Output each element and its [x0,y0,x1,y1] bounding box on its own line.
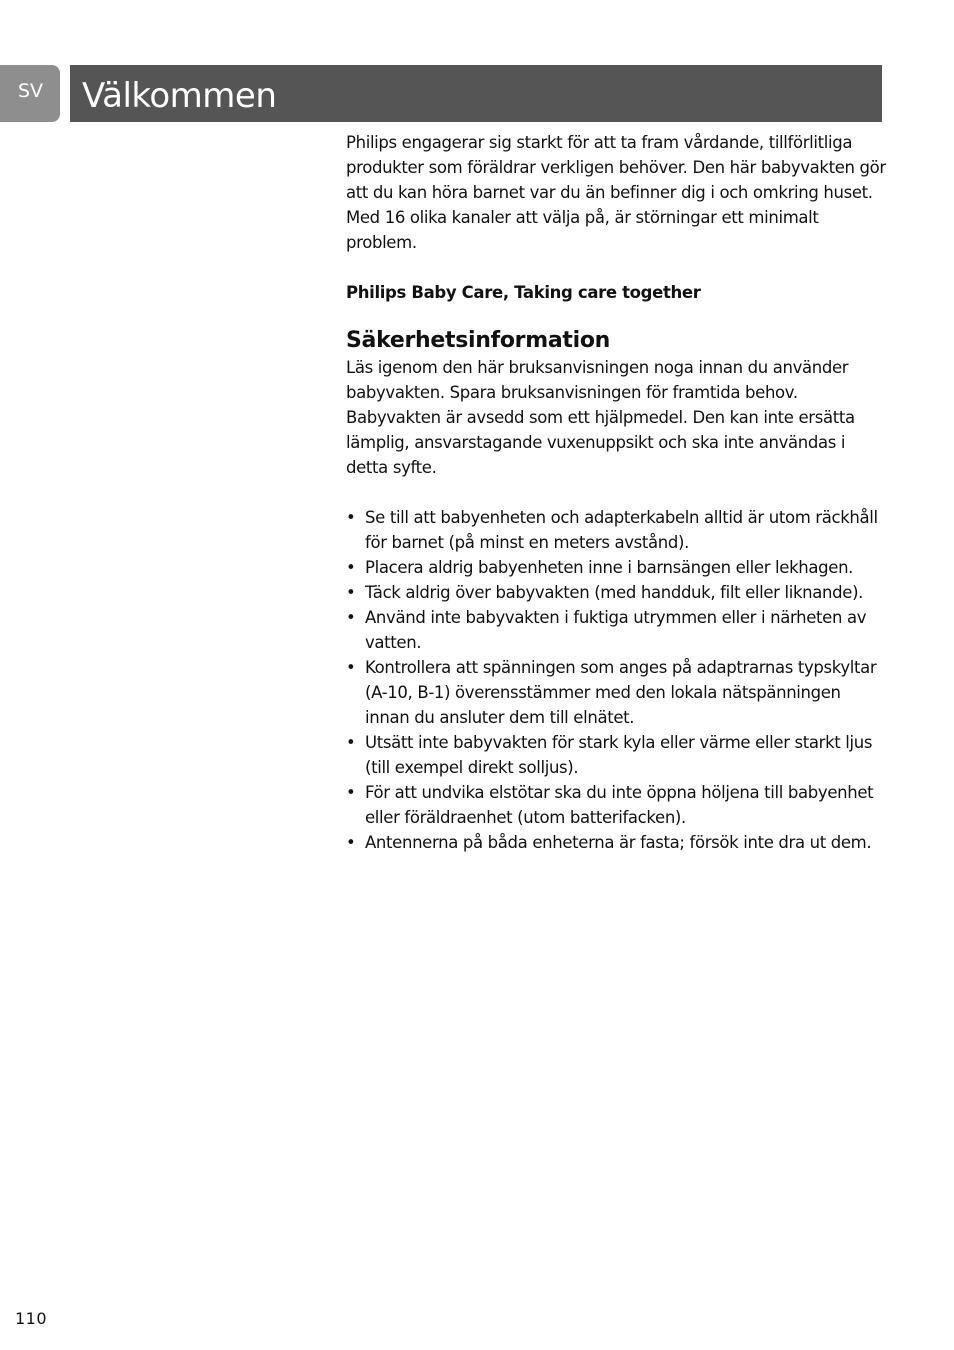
bullet-text: Använd inte babyvakten i fuktiga utrymmen eller i närheten av vatten. [365,608,867,652]
list-item [346,605,886,655]
bullet-icon: • [346,658,356,677]
list-item [346,730,886,780]
bullet-icon: • [346,833,356,852]
intro-paragraph: Philips engagerar sig starkt för att ta fram vårdande, tillförlitliga produkter som föräldrar verkligen behöver. Den här babyvakten gör att du kan höra barnet var du än befinner dig i och omkring huset. Med 16 olika kanaler att välja på, är störningar ett minimalt problem. [346,133,886,252]
safety-paragraph: Läs igenom den här bruksanvisningen noga innan du använder babyvakten. Spara bruksanvisningen för framtida behov. Babyvakten är avsedd som ett hjälpmedel. Den kan inte ersätta lämplig, ansvarstagande vuxenuppsikt och ska inte användas i detta syfte. [346,358,855,477]
bullet-text: Se till att babyenheten och adapterkabeln alltid är utom räckhåll för barnet (på minst en meters avstånd). [365,508,878,552]
page-number: 110 [15,1309,48,1328]
safety-heading: Säkerhetsinformation [346,328,611,353]
bullet-text: Täck aldrig över babyvakten (med handduk, filt eller liknande). [365,583,864,602]
list-item [346,505,886,555]
bullet-text: Antennerna på båda enheterna är fasta; försök inte dra ut dem. [365,833,872,852]
list-item [346,830,886,855]
page-title: Välkommen [82,75,277,116]
list-item [346,780,886,830]
list-item [346,555,886,580]
main-content [346,130,886,855]
title-bar [70,65,882,122]
bullet-text: Kontrollera att spänningen som anges på adaptrarnas typskyltar (A-10, B-1) överensstämmer med den lokala nätspänningen innan du ansluter dem till elnätet. [365,658,877,727]
bullet-text: Placera aldrig babyenheten inne i barnsängen eller lekhagen. [365,558,854,577]
list-item [346,580,886,605]
bullet-icon: • [346,608,356,627]
bullet-text: Utsätt inte babyvakten för stark kyla eller värme eller starkt ljus (till exempel direkt solljus). [365,733,873,777]
bullet-icon: • [346,558,356,577]
safety-bullet-list [346,505,886,855]
bullet-icon: • [346,783,356,802]
bullet-icon: • [346,508,356,527]
language-tab: SV [0,65,60,122]
tagline: Philips Baby Care, Taking care together [346,283,701,302]
bullet-icon: • [346,583,356,602]
bullet-icon: • [346,733,356,752]
list-item [346,655,886,730]
bullet-text: För att undvika elstötar ska du inte öppna höljena till babyenhet eller föräldraenhet (utom batterifacken). [365,783,874,827]
